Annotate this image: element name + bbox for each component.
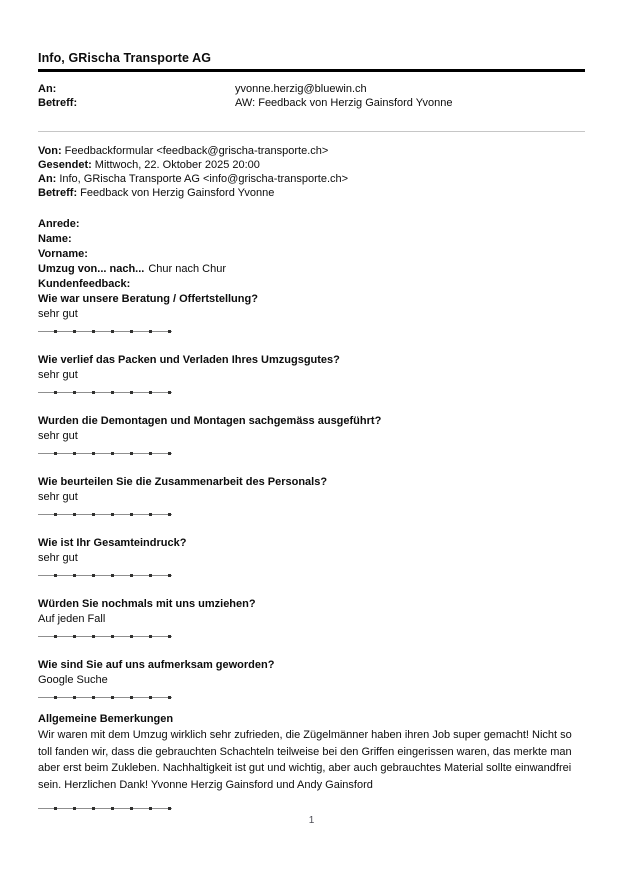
remarks-text: Wir waren mit dem Umzug wirklich sehr zufrieden, die Zügelmänner haben ihren Job super gemacht! Nicht so toll fanden wir, dass die gebrauchten Schachteln teilweise bei den Griffen eingerissen waren, das merkte man aber erst beim Zukleben. Nachhaltigkeit ist gut und wichtig, aber auch gebrauchtes Material sollte einwandfrei sein. Herzlichen Dank! Yvonne Herzig Gainsford und Andy Gainsford (38, 729, 572, 791)
field-label: Betreff: (38, 97, 78, 109)
answer-text: sehr gut (38, 491, 78, 503)
section-divider (38, 574, 172, 577)
remarks-section (38, 712, 585, 810)
field-label: Kundenfeedback: (38, 278, 131, 290)
field-label: Umzug von... nach... (38, 263, 145, 275)
section-divider (38, 391, 172, 394)
recipient-field-row (38, 96, 585, 110)
answer-text: sehr gut (38, 369, 78, 381)
recipient-field-row (38, 82, 585, 96)
recipient-header (38, 82, 585, 110)
field-value: Chur nach Chur (148, 263, 226, 275)
form-field-line (38, 217, 585, 232)
field-value: yvonne.herzig@bluewin.ch (235, 83, 367, 95)
section-divider (38, 513, 172, 516)
answer-text: sehr gut (38, 552, 78, 564)
page-number: 1 (308, 815, 315, 826)
section-divider (38, 635, 172, 638)
qa-block (38, 597, 585, 638)
form-field-line (38, 277, 585, 292)
answer-text: Google Suche (38, 674, 108, 686)
field-value: Mittwoch, 22. Oktober 2025 20:00 (94, 159, 260, 171)
qa-block (38, 475, 585, 516)
section-divider (38, 696, 172, 699)
answer-text: Auf jeden Fall (38, 613, 106, 625)
form-field-line (38, 247, 585, 262)
field-value: AW: Feedback von Herzig Gainsford Yvonne (235, 97, 453, 109)
question-text: Wie verlief das Packen und Verladen Ihres Umzugsgutes? (38, 354, 340, 366)
question-text: Wie war unsere Beratung / Offertstellung? (38, 293, 258, 305)
field-label: Anrede: (38, 218, 80, 230)
field-label: Vorname: (38, 248, 88, 260)
qa-block (38, 536, 585, 577)
remarks-heading: Allgemeine Bemerkungen (38, 713, 174, 725)
field-value: Info, GRischa Transporte AG <info@grischa-transporte.ch> (59, 173, 349, 185)
answer-text: sehr gut (38, 430, 78, 442)
message-header (38, 144, 585, 200)
message-header-line (38, 186, 585, 200)
form-field-line (38, 232, 585, 247)
qa-block (38, 414, 585, 455)
section-divider (38, 452, 172, 455)
question-text: Würden Sie nochmals mit uns umziehen? (38, 598, 256, 610)
message-header-line (38, 158, 585, 172)
field-label: An: (38, 173, 57, 185)
answer-text: sehr gut (38, 308, 78, 320)
qa-block (38, 353, 585, 394)
document-title: Info, GRischa Transporte AG (38, 51, 585, 72)
question-text: Wurden die Demontagen und Montagen sachgemäss ausgeführt? (38, 415, 382, 427)
qa-block (38, 292, 585, 333)
message-header-line (38, 172, 585, 186)
section-divider (38, 807, 172, 810)
question-text: Wie beurteilen Sie die Zusammenarbeit des Personals? (38, 476, 328, 488)
section-divider (38, 330, 172, 333)
question-text: Wie sind Sie auf uns aufmerksam geworden? (38, 659, 275, 671)
qa-block (38, 658, 585, 699)
field-label: An: (38, 83, 57, 95)
field-label: Betreff: (38, 187, 78, 199)
form-field-line (38, 262, 585, 277)
message-header-line (38, 144, 585, 158)
header-divider (38, 131, 585, 132)
field-value: Feedback von Herzig Gainsford Yvonne (80, 187, 275, 199)
field-label: Von: (38, 145, 62, 157)
field-label: Gesendet: (38, 159, 92, 171)
field-label: Name: (38, 233, 72, 245)
field-value: Feedbackformular <feedback@grischa-transporte.ch> (64, 145, 329, 157)
feedback-form (38, 217, 585, 810)
question-text: Wie ist Ihr Gesamteindruck? (38, 537, 187, 549)
